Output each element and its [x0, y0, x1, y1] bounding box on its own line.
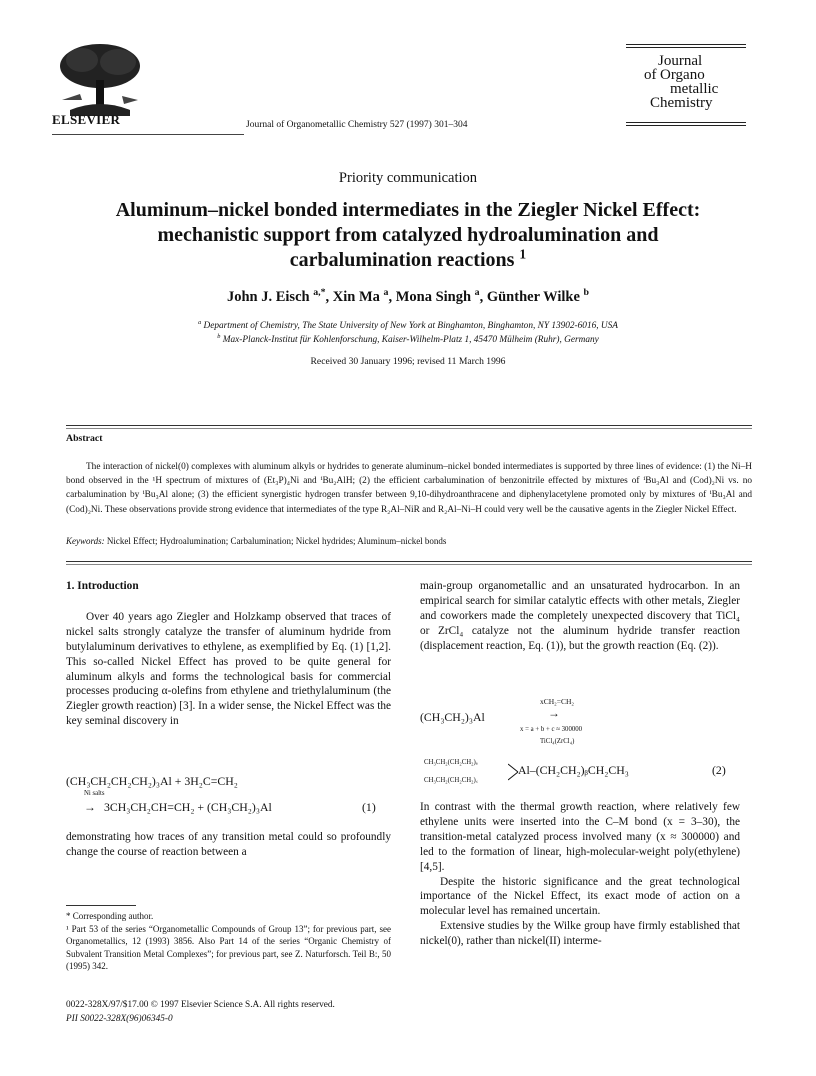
author-marks: a [474, 287, 480, 299]
equation-1-products: 3CH₃CH₂CH=CH₂ + (CH₃CH₂)₃Al [104, 800, 272, 814]
header-divider [52, 134, 244, 135]
article-title [60, 198, 756, 273]
arrow-icon: → [548, 706, 560, 720]
paragraph: Extensive studies by the Wilke group have firmly established that nickel(0), rather than nickel(II) interme- [420, 920, 740, 948]
publisher-name: ELSEVIER [52, 112, 121, 127]
equation-2-reactant: (CH₃CH₂)₃Al [420, 710, 485, 724]
abstract-text: The interaction of nickel(0) complexes with aluminum alkyls or hydrides to generate aluminum–nickel bonded intermediates is supported by three lines of evidence: (1) the Ni–H bond observed in the ¹H spectrum of mixtures of (Et₃P)₄Ni and ⁱBu₂AlH; (2) the efficient carbalumination of benzonitrile effected by mixtures of ⁱBu₃Al and (Cod)₂Ni vs. no carbalumination by ⁱBu₃Al alone; (3) the efficient synergistic hydrogen transfer between 9,10-dihydroanthracene and diphenylacetylene promoted only by mixtures of ⁱBu₃Al and (Cod)₂Ni. These observations provide strong evidence that intermediates of the type R₂Al–NiR and R₂Al–Ni–H could very well be the causative agents in the Ziegler Nickel Effect. [66, 462, 752, 515]
affiliation [0, 318, 816, 331]
keywords-list: Nickel Effect; Hydroalumination; Carbalumination; Nickel hydrides; Aluminum–nickel bonds [106, 536, 447, 546]
article-type: Priority communication [338, 170, 478, 186]
equation-2-product: Al–(CH₂CH₂)ᵦCH₂CH₃ [518, 763, 629, 777]
author-marks: a,* [313, 287, 326, 299]
journal-logo-word: Journal [658, 53, 703, 69]
affiliation-mark: b [217, 332, 221, 340]
equation-1-reactants: (CH₃CH₂CH₂CH₂)₃Al + 3H₂C=CH₂ [66, 774, 238, 788]
title-line-text: carbalumination reactions [289, 249, 515, 271]
author [333, 289, 389, 305]
author [487, 289, 589, 305]
title-footnote-mark: 1 [519, 246, 527, 262]
author-name: John J. Eisch [226, 289, 310, 305]
author-name: Xin Ma [332, 289, 380, 305]
equation-1-number: (1) [362, 800, 376, 814]
journal-logo [626, 44, 746, 134]
author-marks: a [383, 287, 389, 299]
journal-logo-word: Chemistry [650, 95, 713, 111]
equation-2-branch-top: CH₃CH₂(CH₂CH₂)ₐ [424, 759, 478, 766]
pii-line: PII S0022-328X(96)06345-0 [66, 1014, 173, 1024]
footnote: * Corresponding author. [66, 911, 154, 921]
author [227, 289, 326, 305]
paragraph: Over 40 years ago Ziegler and Holzkamp observed that traces of nickel salts strongly catalyze the transfer of aluminum hydride from butylaluminum derivatives to ethylene, as exemplified by Eq. (1) [1,2]. This so-called Nickel Effect has proved to be quite general for aluminum alkyls and forms the technological basis for commercial processes producing α-olefins from ethylene and triethylaluminum (the Ziegler growth reaction) [3]. In a wider sense, the Nickel Effect was the key seminal discovery in [66, 610, 391, 728]
affiliation-mark: a [198, 318, 202, 326]
journal-logo-word: metallic [670, 81, 719, 97]
section-heading: 1. Introduction [66, 580, 139, 592]
paragraph: demonstrating how traces of any transition metal could so profoundly change the course of reaction between a [66, 831, 391, 858]
paragraph: main-group organometallic and an unsaturated hydrocarbon. In an empirical search for similar catalytic effects with other metals, Ziegler and coworkers made the completely unexpected discovery that TiCl₄ or ZrCl₄ catalyze not the aluminum hydride transfer reaction (displacement reaction, Eq. (1)), but the growth reaction (Eq. (2)). [420, 580, 740, 652]
right-column-continued [420, 800, 740, 949]
equation-2-reagent: xCH₂=CH₂ [540, 697, 575, 706]
title-line [60, 248, 756, 273]
abstract-bottom-rule [66, 564, 752, 565]
left-column [66, 579, 391, 729]
author-marks: b [583, 287, 590, 299]
arrow-icon: → [84, 800, 96, 814]
equation-2-condition: x = a + b + c ≈ 300000 [520, 726, 583, 733]
abstract-top-rule [66, 425, 752, 426]
journal-logo-word: Organo [660, 67, 705, 83]
author [396, 289, 480, 305]
footnotes [66, 910, 391, 973]
author-list: John J. Eisch $^{a,*}$, Xin Ma $^a$, Mona Singh $^a$, Günther Wilke $^b$ [226, 287, 590, 305]
copyright-line: 0022-328X/97/$17.00 © 1997 Elsevier Science S.A. All rights reserved. [66, 1000, 335, 1010]
footnote: ¹ Part 53 of the series “Organometallic Compounds of Group 13”; for previous part, see Organometallics, 12 (1993) 3856. Also Part 14 of the series “Organic Chemistry of Subvalent Transition Metal Complexes”; for previous part, see Z. Naturforsch. Teil B:, 50 (1995) 342. [66, 923, 391, 972]
right-column [420, 579, 740, 654]
footnote-rule [66, 905, 136, 906]
equation-2-catalyst: TiCl₄(ZrCl₄) [540, 738, 575, 745]
paragraph: Despite the historic significance and the great technological importance of the Nickel Effect, its exact mode of action on a molecular level has remained uncertain. [420, 875, 740, 918]
keywords-label: Keywords: [66, 536, 105, 546]
received-dates: Received 30 January 1996; revised 11 March 1996 [310, 356, 506, 367]
left-column-continued [66, 830, 391, 860]
author-name: Mona Singh [395, 289, 472, 305]
paragraph: In contrast with the thermal growth reaction, where relatively few ethylene units were inserted into the C–M bond (x = 3–30), the transition-metal catalyzed process involved many (x ≈ 300000) and led to the formation of linear, high-molecular-weight poly(ethylene) [4,5]. [420, 801, 740, 873]
abstract-top-rule [66, 428, 752, 429]
equation-1-catalyst: Ni salts [84, 790, 105, 797]
abstract-bottom-rule [66, 561, 752, 562]
equation-2-number: (2) [712, 763, 726, 777]
author-name: Günther Wilke [486, 289, 580, 305]
elsevier-tree-logo [52, 40, 148, 118]
journal-citation: Journal of Organometallic Chemistry 527 (1997) 301–304 [246, 120, 468, 130]
abstract-heading: Abstract [66, 433, 103, 444]
affiliation [0, 332, 816, 345]
affiliation-text: Department of Chemistry, The State University of New York at Binghamton, Binghamton, NY 13902-6016, USA [203, 321, 618, 331]
journal-logo-word: of [644, 67, 657, 83]
affiliation-text: Max-Planck-Institut für Kohlenforschung, Kaiser-Wilhelm-Platz 1, 45470 Mülheim (Ruhr), Germany [222, 335, 599, 345]
title-line: mechanistic support from catalyzed hydroalumination and [157, 224, 659, 246]
equation-2-branch-bottom: CH₃CH₂(CH₂CH₂)꜀ [424, 777, 479, 784]
title-line: Aluminum–nickel bonded intermediates in the Ziegler Nickel Effect: [115, 199, 701, 221]
keywords [66, 536, 446, 546]
